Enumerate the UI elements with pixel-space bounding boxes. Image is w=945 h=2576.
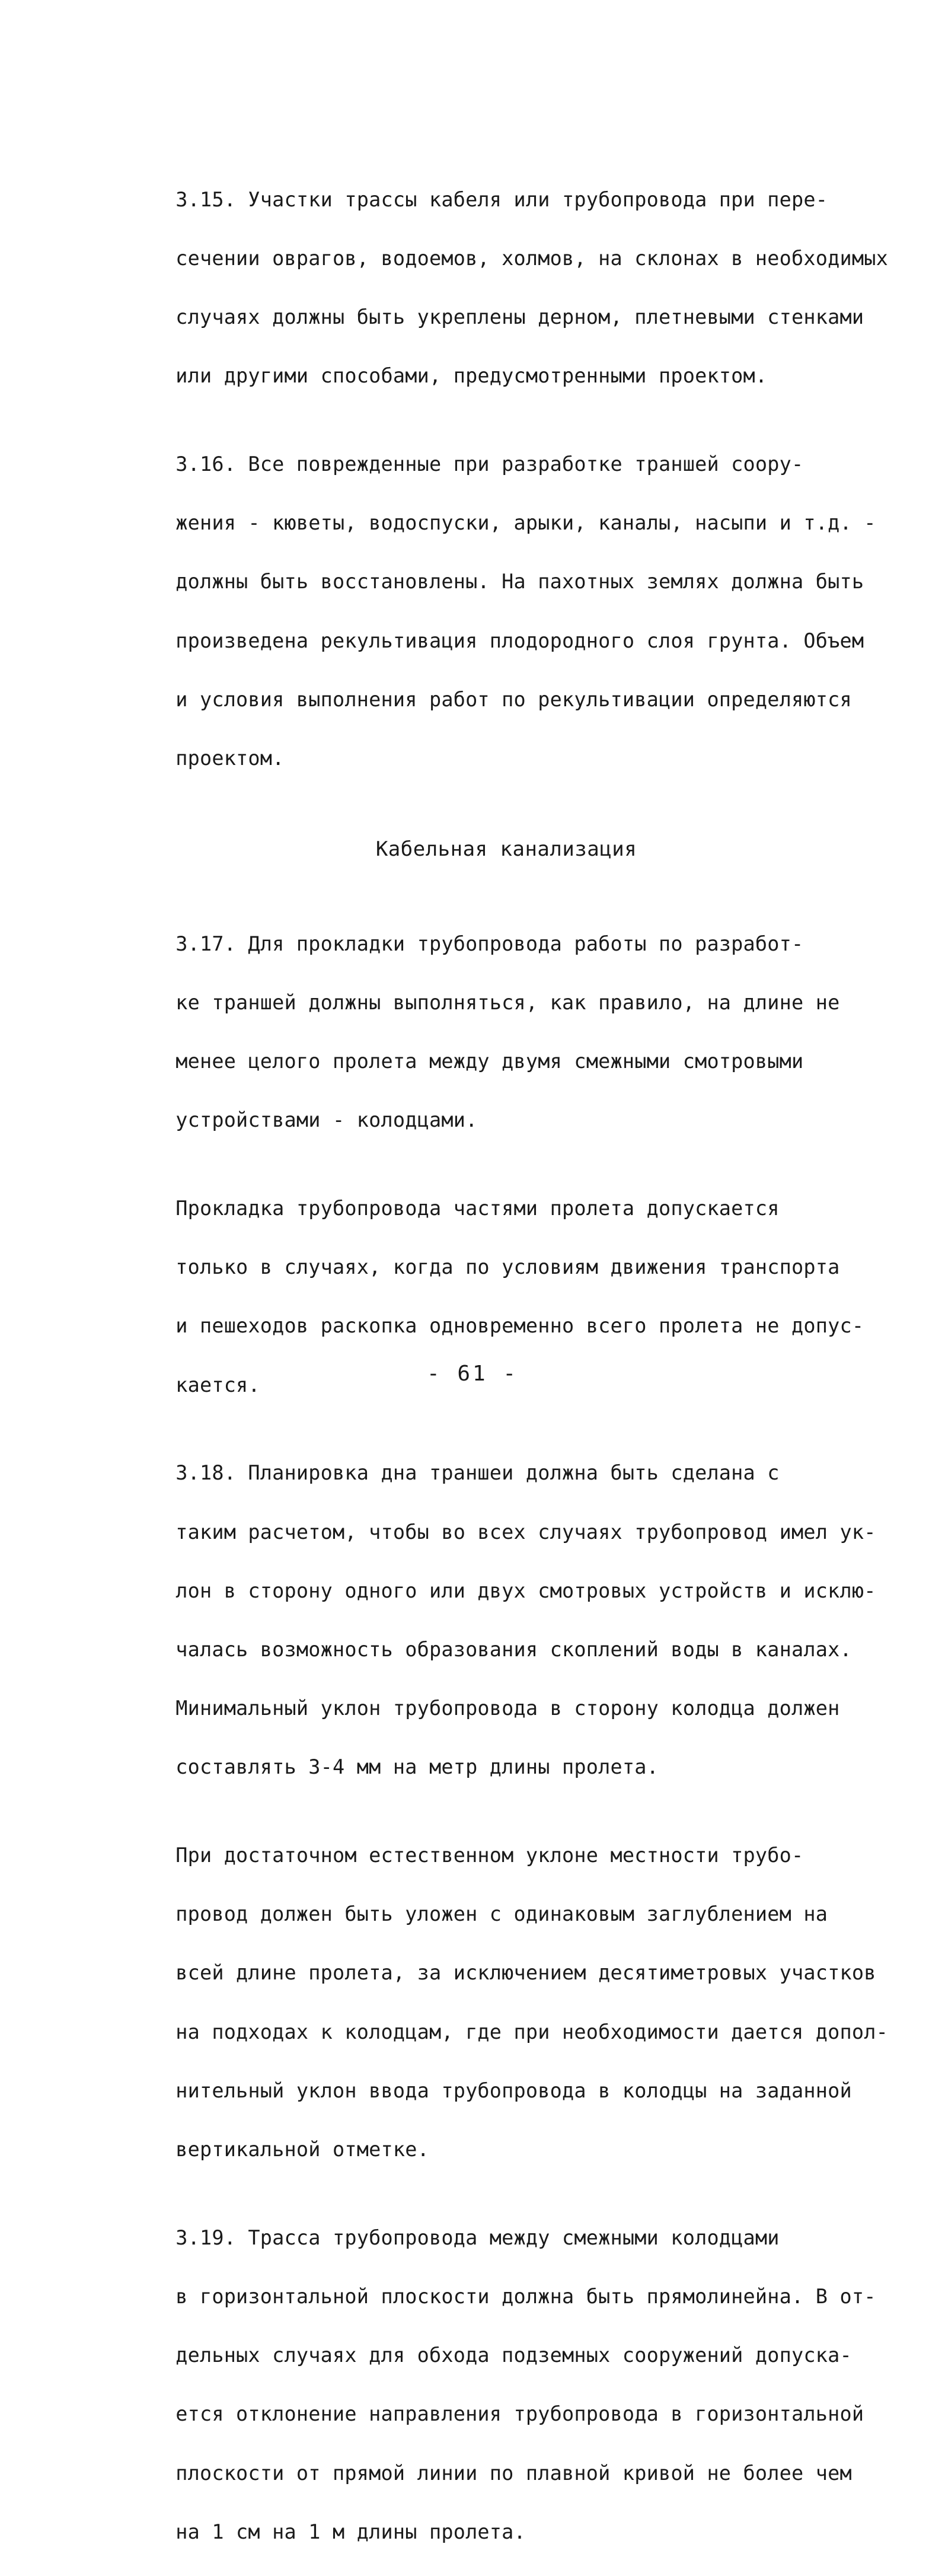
text-line: только в случаях, когда по условиям движения транспорта	[175, 1255, 840, 1279]
text-line: дельных случаях для обхода подземных сооружений допуска-	[175, 2344, 852, 2367]
paragraph-3-17	[103, 900, 909, 1164]
text-line: ется отклонение направления трубопровода в горизонтальной	[175, 2402, 864, 2426]
text-line: или другими способами, предусмотренными проектом.	[175, 364, 768, 388]
paragraph-3-15	[103, 155, 909, 420]
text-line: При достаточном естественном уклоне местности трубо-	[175, 1844, 804, 1867]
text-line: таким расчетом, чтобы во всех случаях трубопровод имел ук-	[175, 1520, 876, 1544]
paragraph-3-19	[103, 2194, 909, 2576]
text-line: менее целого пролета между двумя смежными смотровыми	[175, 1050, 804, 1073]
text-line: нительный уклон ввода трубопровода в колодцы на заданной	[175, 2078, 852, 2102]
text-line: вертикальной отметке.	[175, 2138, 429, 2161]
text-line: устройствами - колодцами.	[175, 1108, 478, 1132]
text-line: 3.18. Планировка дна траншеи должна быть сделана с	[175, 1461, 780, 1485]
text-line: произведена рекультивация плодородного слоя грунта. Объем	[175, 629, 864, 652]
text-line: чалась возможность образования скоплений воды в каналах.	[175, 1637, 852, 1661]
text-line: лон в сторону одного или двух смотровых устройств и исклю-	[175, 1579, 876, 1602]
text-line: Прокладка трубопровода частями пролета допускается	[175, 1197, 780, 1220]
text-line: на 1 см на 1 м длины пролета.	[175, 2520, 526, 2543]
section-heading: Кабельная канализация	[375, 837, 637, 862]
text-line: ке траншей должны выполняться, как правило, на длине не	[175, 990, 840, 1014]
text-line: 3.17. Для прокладки трубопровода работы по разработ-	[175, 932, 804, 955]
text-line: жения - кюветы, водоспуски, арыки, каналы, насыпи и т.д. -	[175, 511, 876, 535]
text-line: сечении оврагов, водоемов, холмов, на склонах в необходимых	[175, 246, 888, 270]
text-line: кается.	[175, 1373, 260, 1397]
page-number: - 61 -	[426, 1362, 519, 1386]
text-line: Минимальный уклон трубопровода в сторону колодца должен	[175, 1697, 840, 1720]
paragraph-3-18-continued	[103, 1811, 909, 2194]
paragraph-3-18	[103, 1429, 909, 1812]
text-line: в горизонтальной плоскости должна быть прямолинейна. В от-	[175, 2284, 876, 2308]
text-line: на подходах к колодцам, где при необходимости дается допол-	[175, 2020, 888, 2043]
text-line: 3.15. Участки трассы кабеля или трубопровода при пере-	[175, 187, 828, 211]
paragraph-3-17-continued	[103, 1164, 909, 1429]
text-line: 3.19. Трасса трубопровода между смежными колодцами	[175, 2226, 780, 2249]
text-line: составлять 3-4 мм на метр длины пролета.	[175, 1755, 659, 1779]
text-line: провод должен быть уложен с одинаковым заглублением на	[175, 1902, 828, 1926]
text-line: должны быть восстановлены. На пахотных землях должна быть	[175, 570, 864, 594]
text-line: и пешеходов раскопка одновременно всего пролета не допус-	[175, 1314, 864, 1338]
text-line: 3.16. Все поврежденные при разработке траншей соору-	[175, 452, 804, 476]
text-line: и условия выполнения работ по рекультивации определяются	[175, 687, 852, 711]
paragraph-3-16	[103, 420, 909, 802]
text-line: проектом.	[175, 746, 285, 770]
text-line: плоскости от прямой линии по плавной кривой не более чем	[175, 2461, 852, 2485]
text-line: случаях должны быть укреплены дерном, плетневыми стенками	[175, 305, 864, 329]
text-line: всей длине пролета, за исключением десятиметровых участков	[175, 1961, 876, 1985]
